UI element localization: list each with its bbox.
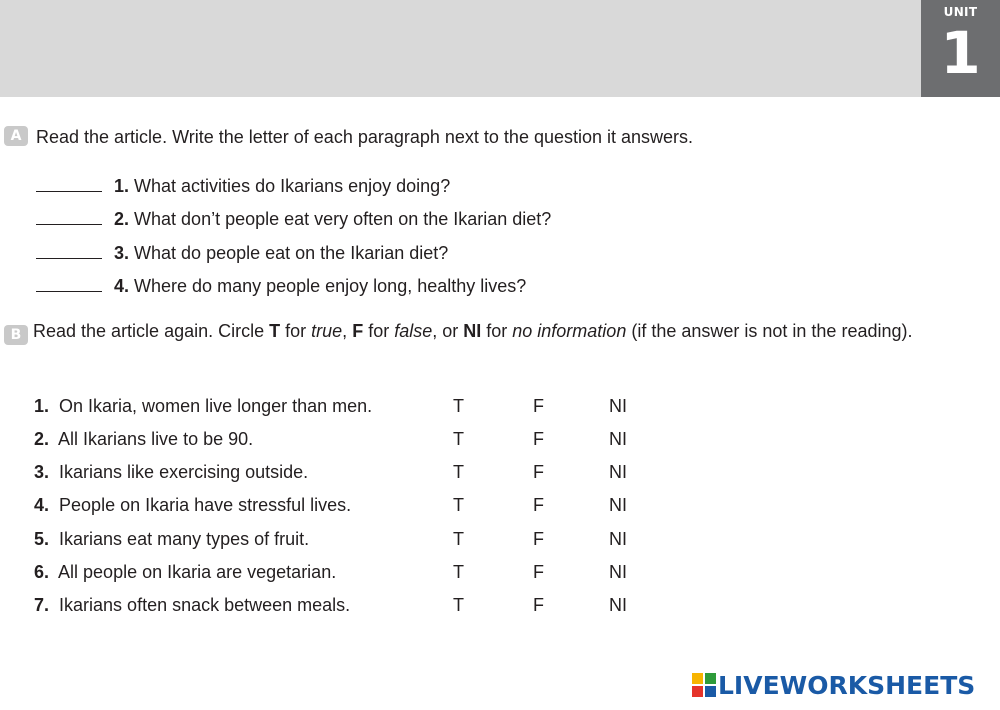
statement-text: Ikarians eat many types of fruit. [59, 529, 310, 549]
answer-blank[interactable] [36, 177, 102, 192]
statement-row [34, 493, 674, 517]
statement-row [34, 460, 674, 484]
statement-number: 1. [34, 396, 50, 416]
section-a-instruction: Read the article. Write the letter of each paragraph next to the question it answers. [36, 127, 694, 147]
statement-text: Ikarians like exercising outside. [59, 462, 309, 482]
option-true[interactable]: T [453, 595, 464, 615]
option-true[interactable]: T [453, 429, 464, 449]
question-number: 4. [114, 276, 130, 296]
question-text: What don’t people eat very often on the Ikarian diet? [134, 209, 552, 229]
statement-text: All people on Ikaria are vegetarian. [58, 562, 337, 582]
question-number: 3. [114, 243, 130, 263]
section-b-instruction: Read the article again. Circle T for true, F for false, or NI for no information (if the answer is not in the reading). [33, 321, 913, 341]
statement-number: 7. [34, 595, 50, 615]
statement-row [34, 394, 674, 418]
statement-number: 2. [34, 429, 50, 449]
unit-tab [921, 0, 1000, 97]
option-no-information[interactable]: NI [609, 529, 627, 549]
question-text: Where do many people enjoy long, healthy lives? [134, 276, 527, 296]
header-band [0, 0, 921, 97]
statement-text: All Ikarians live to be 90. [58, 429, 254, 449]
option-true[interactable]: T [453, 562, 464, 582]
statement-row [34, 427, 674, 451]
statement-row [34, 560, 674, 584]
question-row [36, 241, 448, 265]
statement-number: 5. [34, 529, 50, 549]
option-no-information[interactable]: NI [609, 396, 627, 416]
option-no-information[interactable]: NI [609, 562, 627, 582]
answer-blank[interactable] [36, 244, 102, 259]
question-number: 1. [114, 176, 130, 196]
section-b-badge: B [4, 325, 28, 345]
statement-text: Ikarians often snack between meals. [59, 595, 351, 615]
brand-name: LIVEWORKSHEETS [718, 671, 976, 700]
unit-label: UNIT [943, 5, 978, 19]
option-false[interactable]: F [533, 495, 544, 515]
question-row [36, 274, 526, 298]
question-number: 2. [114, 209, 130, 229]
option-no-information[interactable]: NI [609, 595, 627, 615]
option-no-information[interactable]: NI [609, 462, 627, 482]
question-row [36, 207, 551, 231]
option-no-information[interactable]: NI [609, 495, 627, 515]
option-true[interactable]: T [453, 396, 464, 416]
statement-number: 6. [34, 562, 50, 582]
option-false[interactable]: F [533, 429, 544, 449]
answer-blank[interactable] [36, 277, 102, 292]
option-false[interactable]: F [533, 529, 544, 549]
option-false[interactable]: F [533, 562, 544, 582]
statement-row [34, 593, 674, 617]
liveworksheets-logo-icon [692, 673, 716, 697]
option-true[interactable]: T [453, 529, 464, 549]
option-false[interactable]: F [533, 462, 544, 482]
question-text: What do people eat on the Ikarian diet? [134, 243, 449, 263]
unit-number: 1 [940, 19, 981, 87]
section-a-badge: A [4, 126, 28, 146]
statement-text: On Ikaria, women live longer than men. [59, 396, 373, 416]
question-text: What activities do Ikarians enjoy doing? [134, 176, 451, 196]
statement-row [34, 527, 674, 551]
option-false[interactable]: F [533, 595, 544, 615]
question-row [36, 174, 450, 198]
statement-number: 4. [34, 495, 50, 515]
option-false[interactable]: F [533, 396, 544, 416]
answer-blank[interactable] [36, 210, 102, 225]
statement-text: People on Ikaria have stressful lives. [59, 495, 352, 515]
liveworksheets-logo [692, 672, 975, 700]
option-true[interactable]: T [453, 495, 464, 515]
option-no-information[interactable]: NI [609, 429, 627, 449]
option-true[interactable]: T [453, 462, 464, 482]
statement-number: 3. [34, 462, 50, 482]
